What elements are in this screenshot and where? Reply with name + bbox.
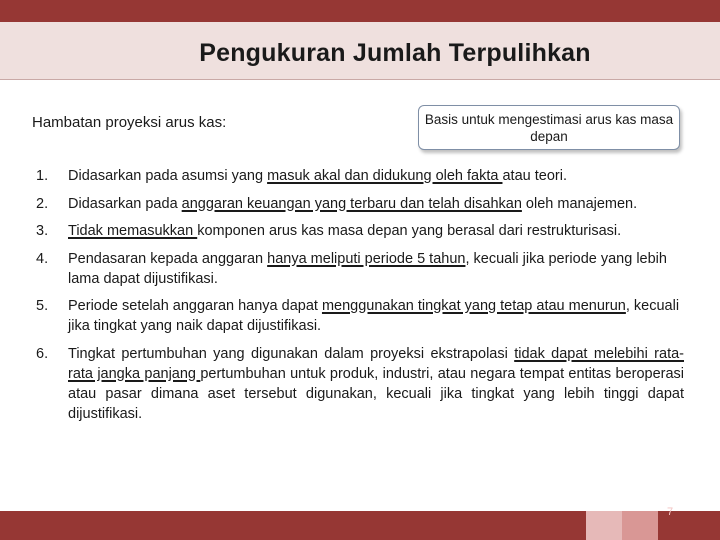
list-item-text: , kecuali jika periode yang lebih lama dapat dijustifikasi.: [68, 250, 667, 287]
list-item-emphasis: tidak dapat melebihi rata-rata jangka panjang: [68, 345, 684, 382]
bottom-accent-bar: [0, 511, 586, 540]
list-item-text: oleh manajemen.: [521, 195, 638, 212]
constraint-list: [36, 166, 684, 431]
list-item-text: komponen arus kas masa depan yang berasal dari restrukturisasi.: [197, 223, 622, 239]
list-item-number: 6.: [36, 345, 49, 362]
list-item-emphasis: anggaran keuangan yang terbaru dan telah disahkan: [181, 195, 522, 212]
list-item-number: 1.: [36, 168, 49, 184]
list-item-number: 2.: [36, 195, 49, 212]
subheading: Hambatan proyeksi arus kas:: [32, 114, 227, 131]
list-item-emphasis: Tidak memasukkan: [68, 223, 198, 239]
list-item-text: Didasarkan pada: [68, 195, 182, 212]
footer-block-light: [586, 511, 622, 540]
list-item-text: , kecuali jika tingkat yang naik dapat dijustifikasi.: [68, 298, 680, 334]
list-item: [36, 166, 684, 186]
list-item-text: Didasarkan pada asumsi yang: [68, 168, 268, 184]
top-accent-bar: [0, 0, 720, 22]
list-item: [36, 249, 684, 289]
list-item: [36, 344, 684, 424]
list-item-emphasis: hanya meliputi periode 5 tahun: [267, 250, 466, 267]
list-item-number: 5.: [36, 298, 49, 314]
list-item-text: atau teori.: [502, 168, 567, 184]
list-item: [36, 221, 684, 241]
list-item: [36, 296, 684, 336]
callout-box: Basis untuk mengestimasi arus kas masa depan: [418, 105, 680, 150]
list-item-emphasis: menggunakan tingkat yang tetap atau menurun: [321, 298, 626, 314]
page-number: 7: [666, 506, 674, 518]
list-item-text: pertumbuhan untuk produk, industri, atau negara tempat entitas beroperasi atau pasar dimana aset tersebut digunakan, kecuali jika tingkat yang lebih tinggi dapat dijustifikasi.: [68, 365, 685, 422]
footer-block-mid: [622, 511, 658, 540]
list-item-text: Pendasaran kepada anggaran: [68, 250, 268, 267]
list-item-emphasis: masuk akal dan didukung oleh fakta: [267, 168, 503, 184]
list-item: [36, 194, 684, 214]
list-item-number: 4.: [36, 250, 49, 267]
list-item-text: Periode setelah anggaran hanya dapat: [68, 298, 322, 314]
list-item-text: Tingkat pertumbuhan yang digunakan dalam proyeksi ekstrapolasi: [68, 345, 515, 362]
slide-title: Pengukuran Jumlah Terpulihkan: [199, 39, 591, 67]
list-item-number: 3.: [36, 223, 49, 239]
